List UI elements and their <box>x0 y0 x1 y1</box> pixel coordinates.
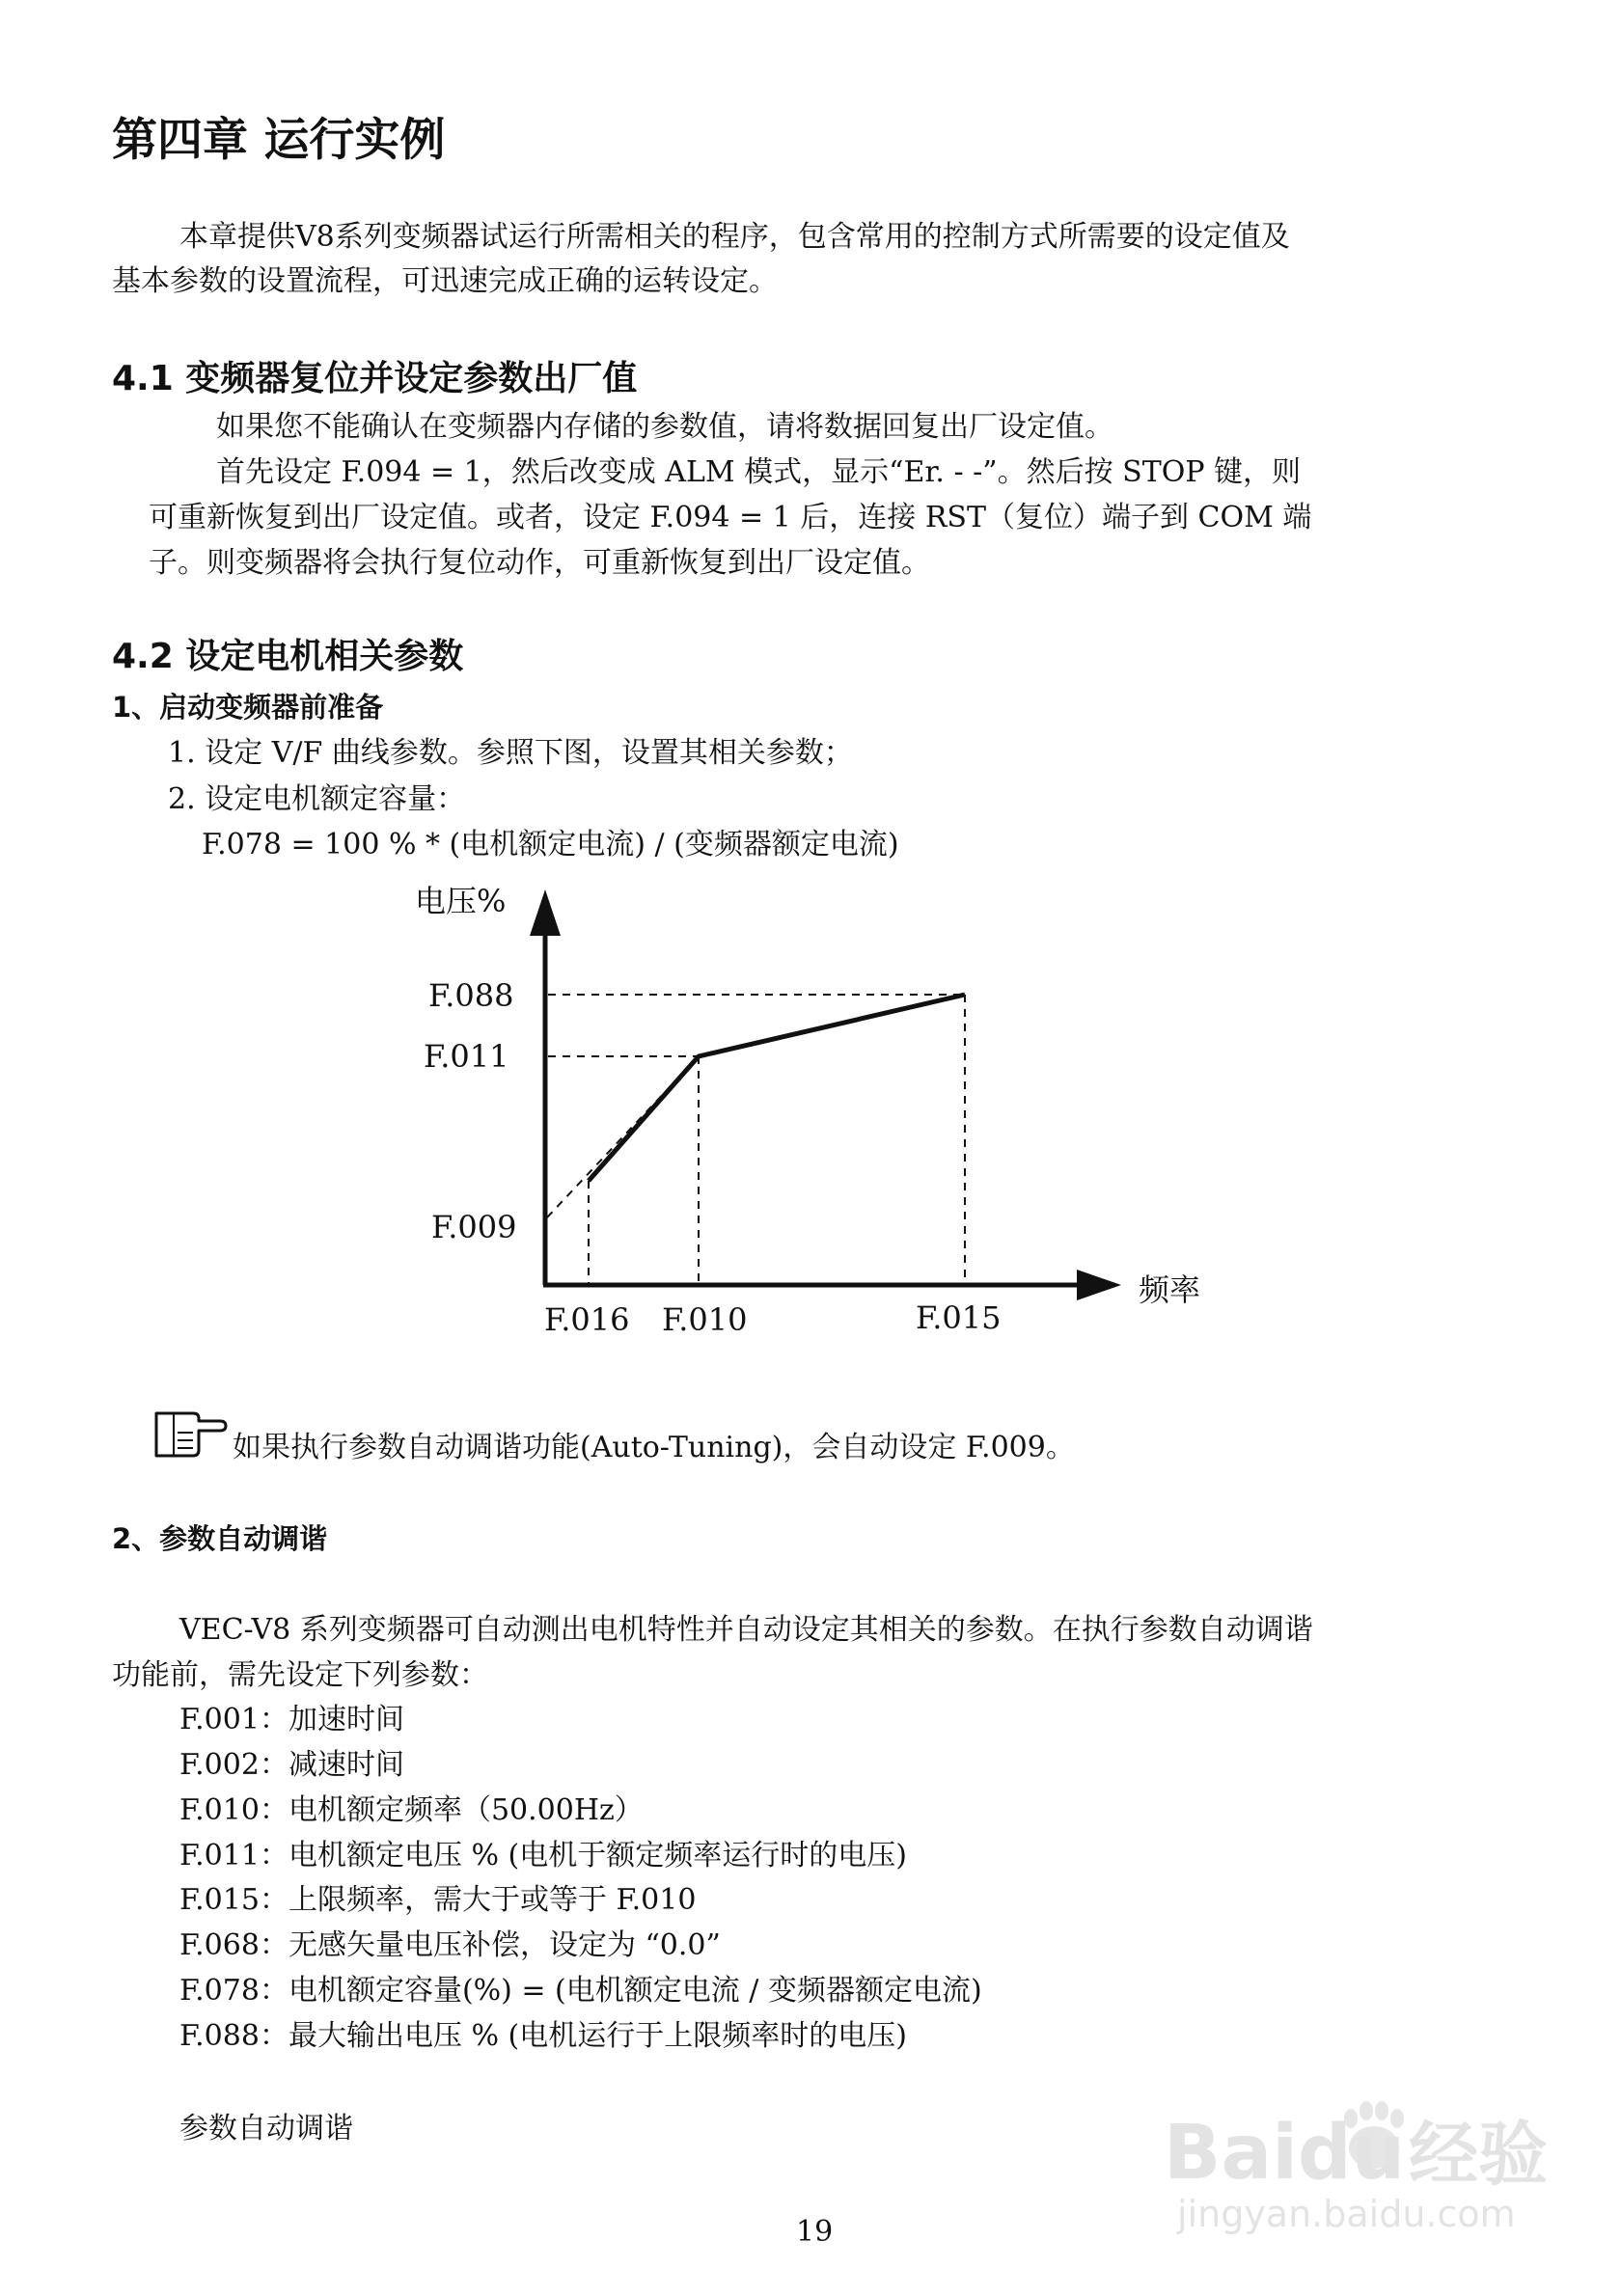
param-item: F.088：最大输出电压 % (电机运行于上限频率时的电压) <box>179 2019 907 2053</box>
section-4-2-title: 4.2 设定电机相关参数 <box>112 637 464 676</box>
intro-line-1: 本章提供V8系列变频器试运行所需相关的程序，包含常用的控制方式所需要的设定值及 <box>179 220 1290 254</box>
pointing-hand-icon <box>149 1400 230 1463</box>
subsection-1-title: 1、启动变频器前准备 <box>112 691 384 724</box>
y-label-f011: F.011 <box>424 1038 509 1075</box>
watermark-suffix: 经验 <box>1409 2114 1549 2195</box>
baidu-jingyan-watermark <box>1156 2084 1561 2238</box>
section-4-1-paragraph-2-line-1: 首先设定 F.094 = 1，然后改变成 ALM 模式，显示“Er. - -”。然后按 STOP 键，则 <box>216 455 1302 489</box>
x-axis-arrow <box>1077 1270 1121 1300</box>
capacity-formula: F.078 = 100 % * (电机额定电流) / (变频器额定电流) <box>202 828 899 861</box>
chapter-title: 第四章 运行实例 <box>112 114 446 167</box>
watermark-url: jingyan.baidu.com <box>1177 2193 1516 2235</box>
param-item: F.011：电机额定电压 % (电机于额定频率运行时的电压) <box>179 1839 907 1872</box>
y-label-f088: F.088 <box>428 977 514 1014</box>
param-item: F.010：电机额定频率（50.00Hz） <box>179 1793 644 1827</box>
x-axis-label: 频率 <box>1139 1271 1201 1308</box>
param-item: F.001：加速时间 <box>179 1703 404 1736</box>
param-item: F.078：电机额定容量(%) = (电机额定电流 / 变频器额定电流) <box>179 1974 982 2008</box>
y-label-f009: F.009 <box>431 1209 517 1245</box>
auto-tuning-paragraph-line-2: 功能前，需先设定下列参数： <box>112 1658 488 1692</box>
y-axis-label: 电压% <box>415 883 507 919</box>
x-label-f010: F.010 <box>662 1301 748 1338</box>
y-axis-arrow <box>530 889 561 936</box>
vf-curve <box>589 995 965 1181</box>
page-number: 19 <box>796 2215 834 2249</box>
param-item: F.015：上限频率，需大于或等于 F.010 <box>179 1883 697 1917</box>
param-item: F.002：减速时间 <box>179 1748 404 1782</box>
section-4-1-paragraph-2-line-3: 子。则变频器将会执行复位动作，可重新恢复到出厂设定值。 <box>149 546 930 580</box>
section-4-1-paragraph-2-line-2: 可重新恢复到出厂设定值。或者，设定 F.094 = 1 后，连接 RST（复位）端子到 COM 端 <box>149 501 1312 534</box>
auto-tuning-paragraph-line-1: VEC-V8 系列变频器可自动测出电机特性并自动设定其相关的参数。在执行参数自动调谐 <box>179 1613 1313 1647</box>
param-item: F.068：无感矢量电压补偿，设定为 “0.0” <box>179 1928 721 1962</box>
auto-tuning-note: 如果执行参数自动调谐功能(Auto-Tuning)，会自动设定 F.009。 <box>233 1431 1075 1464</box>
section-4-1-paragraph-1: 如果您不能确认在变频器内存储的参数值，请将数据回复出厂设定值。 <box>216 410 1113 444</box>
auto-tuning-closing: 参数自动调谐 <box>179 2112 353 2146</box>
list-item-2: 2. 设定电机额定容量： <box>168 782 466 816</box>
x-label-f016: F.016 <box>544 1301 630 1338</box>
list-item-1: 1. 设定 V/F 曲线参数。参照下图，设置其相关参数； <box>168 736 853 770</box>
watermark-brand: Baidu <box>1164 2110 1406 2197</box>
x-label-f015: F.015 <box>916 1299 1002 1336</box>
auto-tuning-title: 2、参数自动调谐 <box>112 1522 328 1555</box>
intro-line-2: 基本参数的设置流程，可迅速完成正确的运转设定。 <box>112 264 778 298</box>
section-4-1-title: 4.1 变频器复位并设定参数出厂值 <box>112 359 638 398</box>
